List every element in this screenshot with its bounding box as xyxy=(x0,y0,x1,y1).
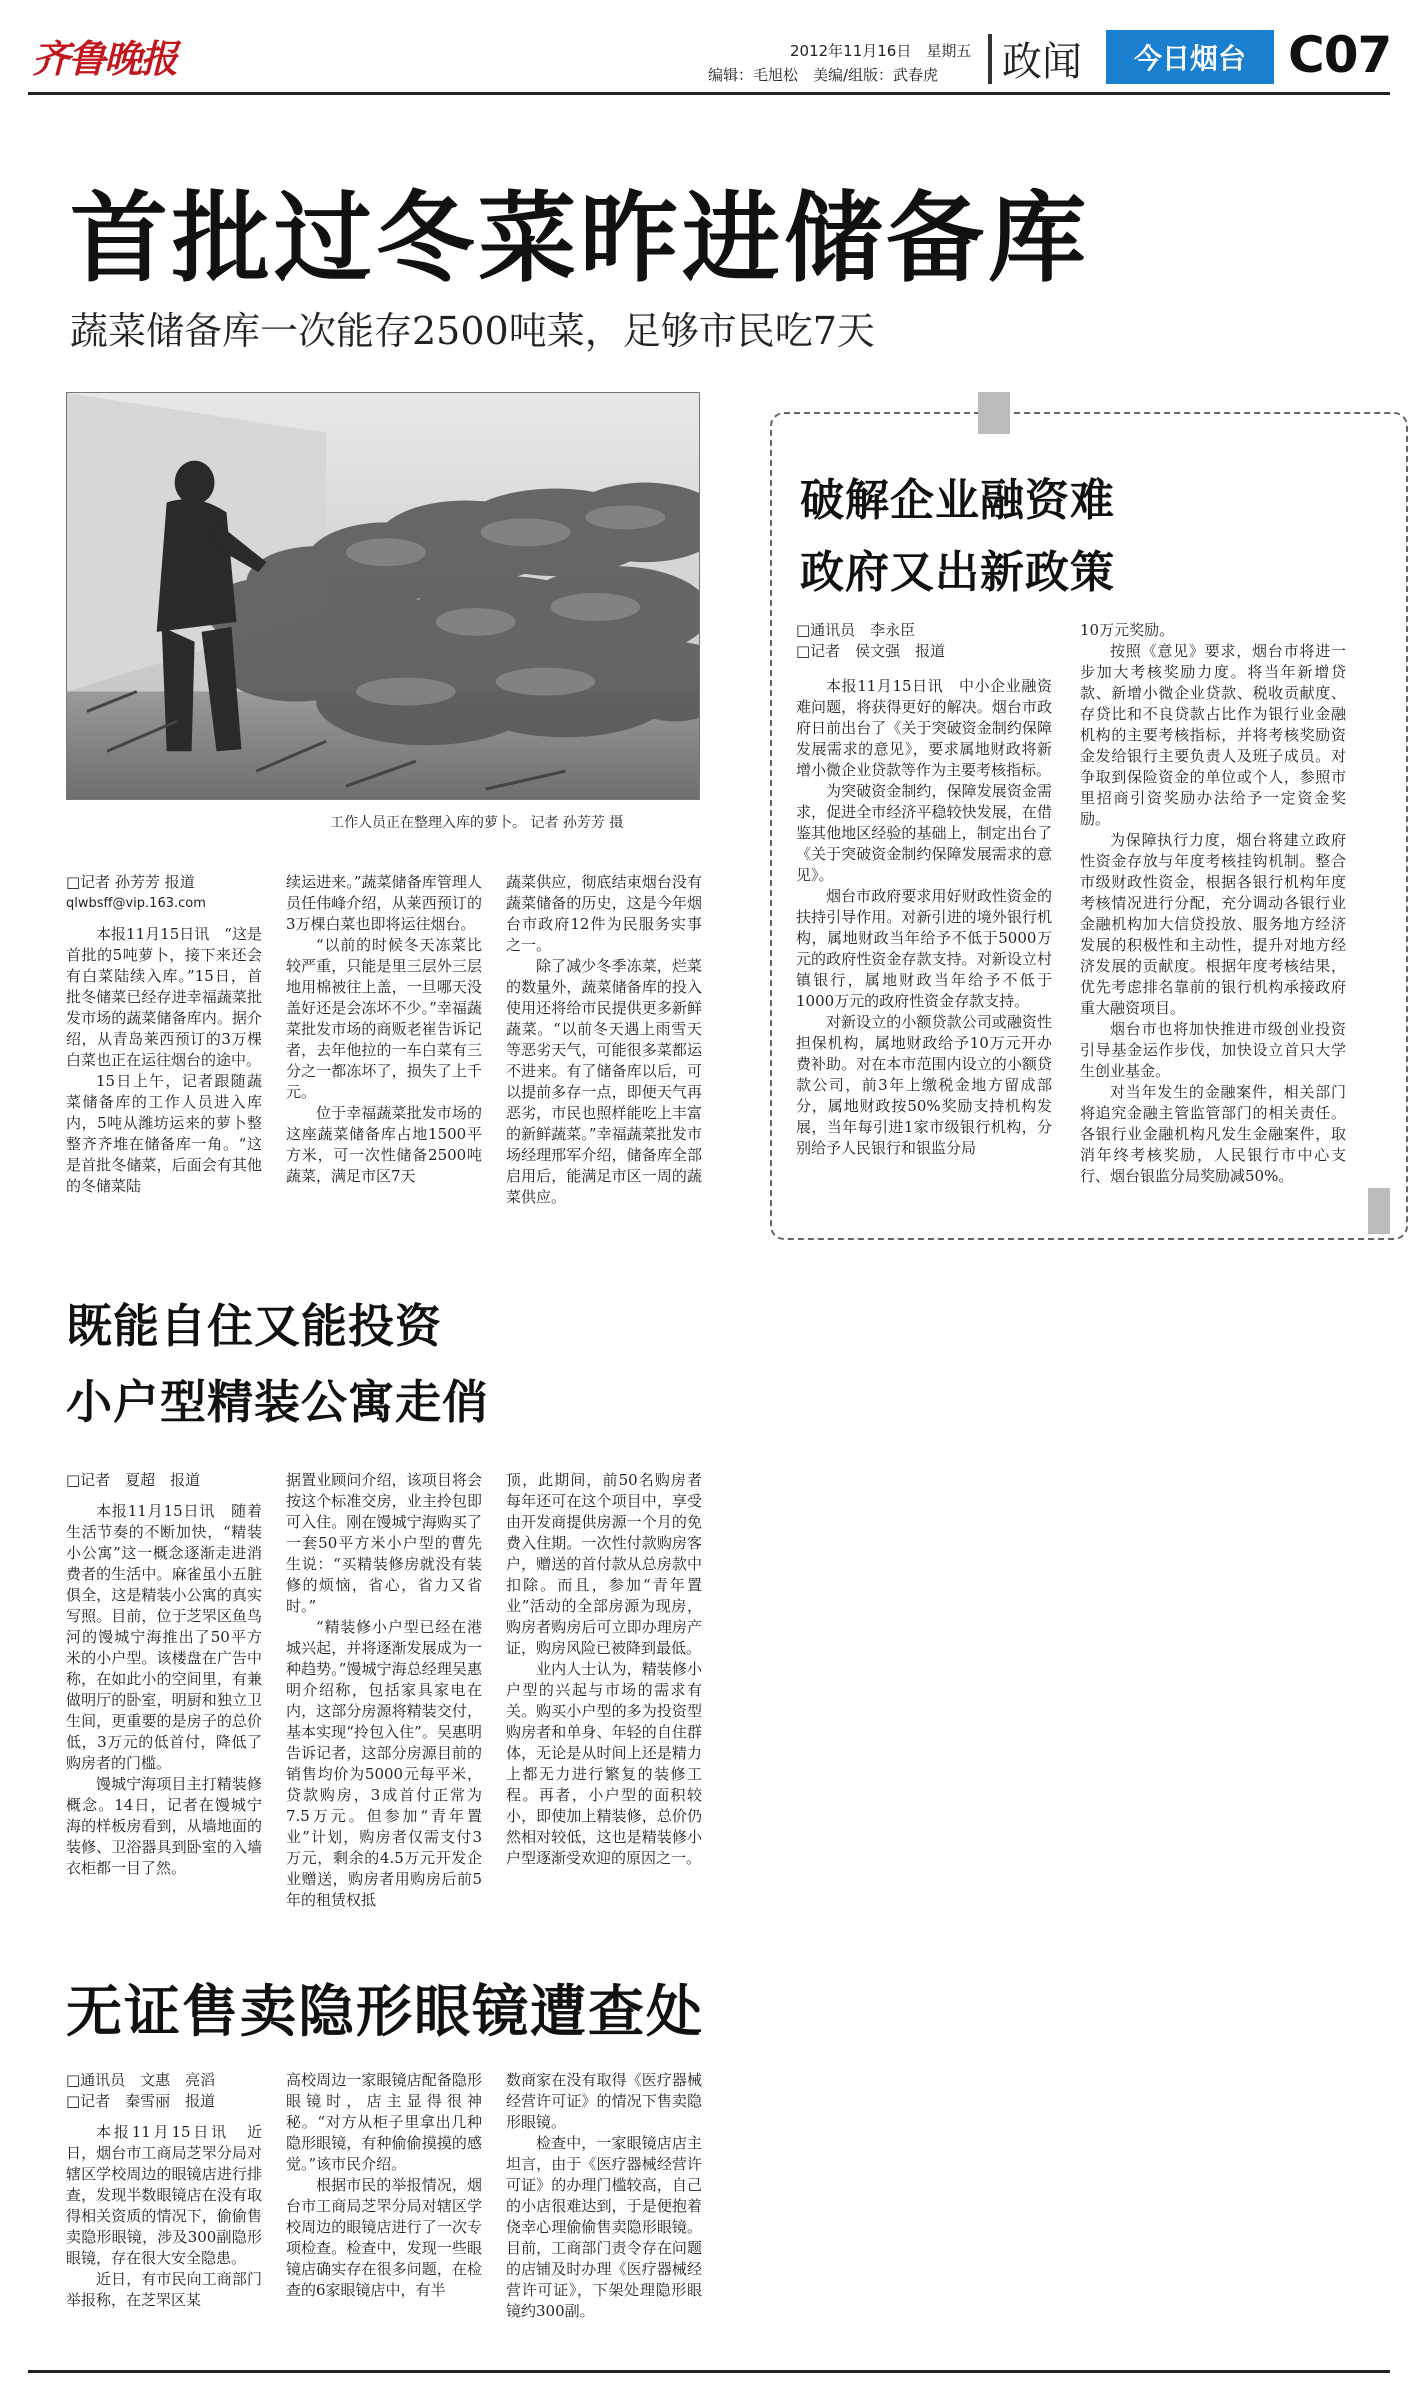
article1-photo xyxy=(66,392,700,800)
article4-col2-para-2: 根据市民的举报情况，烟台市工商局芝罘分局对辖区学校周边的眼镜店进行了一次专项检查。检查中，发现一些眼镜店确实存在很多问题，在检查的6家眼镜店中，有半 xyxy=(286,2176,482,2299)
article4-col2-para-1: 高校周边一家眼镜店配备隐形眼镜时，店主显得很神秘。“对方从柜子里拿出几种隐形眼镜，有种偷偷摸摸的感觉。”该市民介绍。 xyxy=(286,2071,482,2173)
article1-col3-para-2: 除了减少冬季冻菜，烂菜的数量外，蔬菜储备库的投入使用还将给市民提供更多新鲜蔬菜。“以前冬天遇上雨雪天等恶劣天气，可能很多菜都运不进来。有了储备库以后，可以提前多存一点，即便天气再恶劣，市民也照样能吃上丰富的新鲜蔬菜。”幸福蔬菜批发市场经理邢军介绍，储备库全部启用后，能满足市区一周的蔬菜供应。 xyxy=(506,957,702,1206)
article3-byline: □记者 夏超 报道 xyxy=(66,1471,201,1489)
article1-column-3 xyxy=(506,872,702,1242)
article3-col2-para-2: “精装修小户型已经在港城兴起，并将逐渐发展成为一种趋势。”馒城宁海总经理吴惠明介绍称，包括家具家电在内，这部分房源将精装交付，基本实现“拎包入住”。吴惠明告诉记者，这部分房源目前的销售均价为5000元每平米，贷款购房，3成首付正常为7.5万元。但参加“青年置业”计划，购房者仅需支付3万元，剩余的4.5万元开发企业赠送，购房者用购房后前5年的租赁权抵 xyxy=(286,1618,482,1909)
editors-line: 编辑：毛旭松 美编/组版：武春虎 xyxy=(708,66,939,84)
article3-title-line-1: 既能自住又能投资 xyxy=(66,1299,442,1353)
article4-column-3 xyxy=(506,2070,702,2366)
article2-col2-para-4: 烟台市也将加快推进市级创业投资引导基金运作步伐，加快设立首只大学生创业基金。 xyxy=(1080,1020,1346,1080)
header-rule xyxy=(28,92,1390,95)
article3-col3-para-1: 顶，此期间，前50名购房者每年还可在这个项目中，享受由开发商提供房源一个月的免费入住期。一次性付款购房客户，赠送的首付款从总房款中扣除。而且，参加“青年置业”活动的全部房源为现房，购房者购房后可立即办理房产证，购房风险已被降到最低。 xyxy=(506,1471,702,1657)
article1-col2-para-2: “以前的时候冬天冻菜比较严重，只能是里三层外三层地用棉被往上盖，一旦哪天没盖好还是会冻坏不少。”幸福蔬菜批发市场的商贩老崔告诉记者，去年他拉的一车白菜有三分之一都冻坏了，损失了上千元。 xyxy=(286,936,482,1101)
article3-column-3 xyxy=(506,1470,702,1930)
article1-email: qlwbsff@vip.163.com xyxy=(66,896,206,911)
article1-col2-para-3: 位于幸福蔬菜批发市场的这座蔬菜储备库占地1500平方米，可一次性储备2500吨蔬菜，满足市区7天 xyxy=(286,1104,482,1185)
article4-column-1 xyxy=(66,2070,262,2366)
article3-col3-para-2: 业内人士认为，精装修小户型的兴起与市场的需求有关。购买小户型的多为投资型购房者和单身、年轻的自住群体，无论是从时间上还是精力上都无力进行繁复的装修工程。再者，小户型的面积较小，即使加上精装修，总价仍然相对较低，这也是精装修小户型逐渐受欢迎的原因之一。 xyxy=(506,1660,702,1867)
article4-byline-2: □记者 秦雪丽 报道 xyxy=(66,2092,216,2110)
article4-col3-para-2: 检查中，一家眼镜店店主坦言，由于《医疗器械经营许可证》的办理门槛较高，自己的小店很难达到，于是便抱着侥幸心理偷偷售卖隐形眼镜。目前，工商部门责令存在问题的店铺及时办理《医疗器械经营许可证》，下架处理隐形眼镜约300副。 xyxy=(506,2134,702,2320)
article4-column-2 xyxy=(286,2070,482,2366)
photo-caption: 工作人员正在整理入库的萝卜。 记者 孙芳芳 摄 xyxy=(330,815,624,831)
article4-col1-para-2: 近日，有市民向工商部门举报称，在芝罘区某 xyxy=(66,2270,262,2309)
article2-byline-2: □记者 侯文强 报道 xyxy=(796,642,946,660)
article3-col2-para-1: 据置业顾问介绍，该项目将会按这个标准交房，业主拎包即可入住。刚在馒城宁海购买了一套50平方米小户型的曹先生说：“买精装修房就没有装修的烦恼，省心，省力又省时。” xyxy=(286,1471,482,1615)
article4-byline-1: □通讯员 文惠 亮滔 xyxy=(66,2071,216,2089)
article1-col1-para-2: 15日上午，记者跟随蔬菜储备库的工作人员进入库内，5吨从潍坊运来的萝卜整整齐齐堆在储备库一角。“这是首批冬储菜，后面会有其他的冬储菜陆 xyxy=(66,1072,262,1195)
box-corner-mark-right xyxy=(1368,1188,1390,1234)
article1-headline: 首批过冬菜昨进储备库 xyxy=(70,182,1091,296)
article2-column-1 xyxy=(796,620,1052,1200)
article2-col1-para-1: 本报11月15日讯 中小企业融资难问题，将获得更好的解决。烟台市政府日前出台了《关于突破资金制约保障发展需求的意见》，要求属地财政将新增小微企业贷款等作为主要考核指标。 xyxy=(796,677,1052,779)
article2-col2-para-2: 按照《意见》要求，烟台市将进一步加大考核奖励力度。将当年新增贷款、新增小微企业贷款、税收贡献度、存贷比和不良贷款占比作为银行业金融机构的主要考核指标，并将考核奖励资金发给银行主要负责人及班子成员。对争取到保险资金的单位或个人，参照市里招商引资奖励办法给予一定资金奖励。 xyxy=(1080,642,1346,828)
article3-col1-para-2: 馒城宁海项目主打精装修概念。14日，记者在馒城宁海的样板房看到，从墙地面的装修、卫浴器具到卧室的入墙衣柜都一目了然。 xyxy=(66,1775,262,1877)
article3-column-2 xyxy=(286,1470,482,1930)
article1-byline: □记者 孙芳芳 报道 xyxy=(66,873,195,891)
article1-col1-para-1: 本报11月15日讯 “这是首批的5吨萝卜，接下来还会有白菜陆续入库。”15日，首批冬储菜已经存进幸福蔬菜批发市场的蔬菜储备库内。据介绍，从青岛莱西预订的3万棵白菜也正在运往烟台的途中。 xyxy=(66,925,262,1069)
article1-column-2 xyxy=(286,872,482,1242)
article2-col2-para-5: 对当年发生的金融案件，相关部门将追究金融主管监管部门的相关责任。各银行业金融机构凡发生金融案件，取消年终考核奖励，人民银行市中心支行、烟台银监分局奖励减50%。 xyxy=(1080,1083,1346,1185)
article3-column-1 xyxy=(66,1470,262,1930)
article2-col1-para-2: 为突破资金制约，保障发展资金需求，促进全市经济平稳较快发展，在借鉴其他地区经验的基础上，制定出台了《关于突破资金制约保障发展需求的意见》。 xyxy=(796,782,1052,884)
article2-col1-para-4: 对新设立的小额贷款公司或融资性担保机构，属地财政给予10万元开办费补助。对在本市范围内设立的小额贷款公司，前3年上缴税金地方留成部分，属地财政按50%奖励支持机构发展，当年每引进1家市级银行机构，分别给予人民银行和银监分局 xyxy=(796,1013,1052,1157)
masthead-logo: 齐鲁晚报 xyxy=(32,36,177,81)
warehouse-photo-image xyxy=(67,393,699,799)
article4-col1-para-1: 本报11月15日讯 近日，烟台市工商局芝罘分局对辖区学校周边的眼镜店进行排查，发现半数眼镜店在没有取得相关资质的情况下，偷偷售卖隐形眼镜，涉及300副隐形眼镜，存在很大安全隐患。 xyxy=(66,2123,262,2267)
section-badge: 今日烟台 xyxy=(1106,30,1274,84)
article2-byline-1: □通讯员 李永臣 xyxy=(796,621,916,639)
article1-column-1 xyxy=(66,872,262,1242)
article2-column-2 xyxy=(1080,620,1346,1200)
section-name: 政闻 xyxy=(1002,39,1082,85)
footer-rule xyxy=(28,2370,1390,2373)
article4-headline: 无证售卖隐形眼镜遭查处 xyxy=(66,1980,704,2045)
article2-col2-para-3: 为保障执行力度，烟台将建立政府性资金存放与年度考核挂钩机制。整合市级财政性资金，根据各银行机构年度考核情况进行分配，充分调动各银行业金融机构加大信贷投放、服务地方经济发展的积极性和主动性，提升对地方经济发展的贡献度。根据年度考核结果，优先考虑排名靠前的银行机构承接政府重大融资项目。 xyxy=(1080,831,1346,1017)
article4-col3-para-1: 数商家在没有取得《医疗器械经营许可证》的情况下售卖隐形眼镜。 xyxy=(506,2071,702,2131)
article3-title-line-2: 小户型精装公寓走俏 xyxy=(66,1375,489,1429)
article3-col1-para-1: 本报11月15日讯 随着生活节奏的不断加快，“精装小公寓”这一概念逐渐走进消费者的生活中。麻雀虽小五脏俱全，这是精装小公寓的真实写照。目前，位于芝罘区鱼鸟河的馒城宁海推出了50平方米的小户型。该楼盘在广告中称，在如此小的空间里，有兼做明厅的卧室，明厨和独立卫生间，更重要的是房子的总价低，3万元的低首付，降低了购房者的门槛。 xyxy=(66,1502,262,1772)
issue-date: 2012年11月16日 星期五 xyxy=(790,42,972,60)
article1-col2-para-1: 续运进来。”蔬菜储备库管理人员任伟峰介绍，从莱西预订的3万棵白菜也即将运往烟台。 xyxy=(286,873,482,933)
article1-col3-para-1: 蔬菜供应，彻底结束烟台没有蔬菜储备的历史，这是今年烟台市政府12件为民服务实事之一。 xyxy=(506,873,702,954)
article1-subheadline: 蔬菜储备库一次能存2500吨菜，足够市民吃7天 xyxy=(70,309,875,353)
article2-col2-para-1: 10万元奖励。 xyxy=(1080,621,1175,639)
box-corner-mark-top xyxy=(978,392,1010,434)
page-number: C07 xyxy=(1288,26,1392,84)
header-divider xyxy=(988,34,992,84)
article2-col1-para-3: 烟台市政府要求用好财政性资金的扶持引导作用。对新引进的境外银行机构，属地财政当年给予不低于5000万元的政府性资金存款支持。对新设立村镇银行，属地财政当年给予不低于1000万元的政府性资金存款支持。 xyxy=(796,887,1052,1010)
article2-title-line-2: 政府又出新政策 xyxy=(800,547,1115,598)
article2-title-line-1: 破解企业融资难 xyxy=(800,475,1115,526)
